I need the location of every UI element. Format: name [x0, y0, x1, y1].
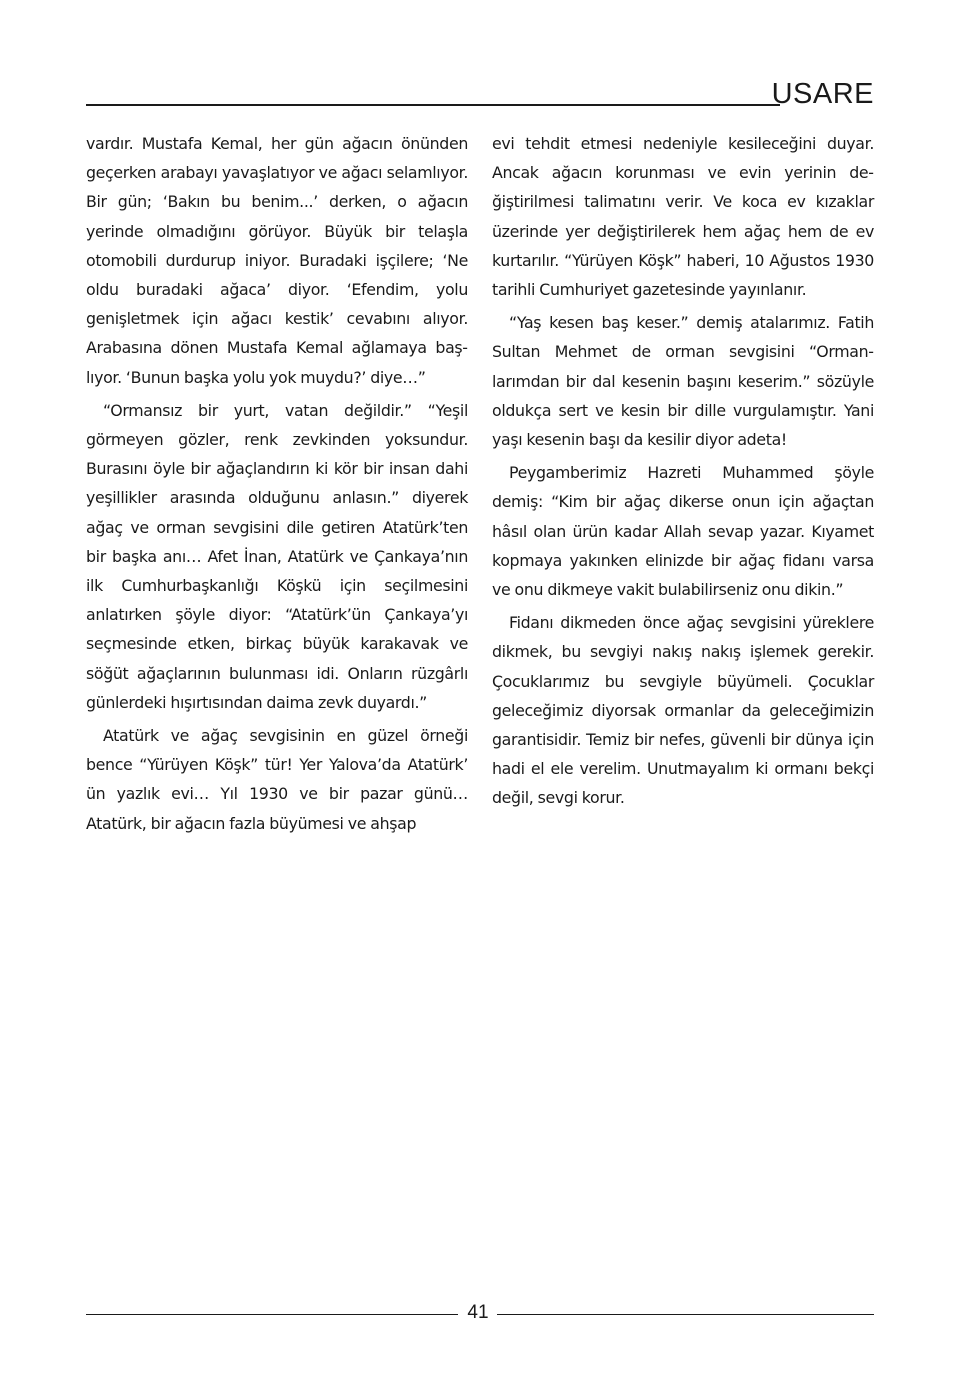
body-paragraph: Peygamberimiz Hazreti Muhammed şöyle demiş: “Kim bir ağaç dikerse onun için ağaçtan hâsıl olan ürün kadar Allah sevap yazar. Kıyamet kopmaya yakınken elinizde bir ağaç fidanı varsa ve onu dikmeye vakit bulabilirseniz onu dikin.” [492, 463, 874, 600]
page-number: 41 [467, 1302, 489, 1323]
body-paragraph: vardır. Mustafa Kemal, her gün ağacın önünden geçerken arabayı yavaşlatıyor ve ağacı selamlıyor. Bir gün; ‘Bakın bu benim...’ derken, o ağacın yerinde olmadığını görüyor. Büyük bir telaşla otomobili durdurup iniyor. Buradaki işçilere; ‘Ne oldu buradaki ağaca’ diyor. ‘Efendim, yolu genişletmek için ağacı kestik’ cevabını alıyor. Arabasına dönen Mustafa Kemal ağlamaya başlıyor. ‘Bunun başka yolu yok muydu?’ diye…” [86, 134, 468, 387]
footer-rule-left [86, 1314, 458, 1315]
header-rule [86, 104, 780, 106]
left-column [86, 129, 468, 842]
right-column [492, 129, 874, 817]
footer-rule-right [497, 1314, 874, 1315]
body-paragraph: Atatürk ve ağaç sevgisinin en güzel örneği bence “Yürüyen Köşk” tür! Yer Yalova’da Atatürk’ ün yazlık evi… Yıl 1930 ve bir pazar günü… Atatürk, bir ağacın fazla büyümesi ve ahşap [86, 726, 468, 833]
body-paragraph: “Ormansız bir yurt, vatan değildir.” “Yeşil görmeyen gözler, renk zevkinden yoksundur. Burasını öyle bir ağaçlandırın ki kör bir insan dahi yeşillikler arasında olduğunu anlasın.” diyerek ağaç ve orman sevgisini dile getiren Atatürk’ten bir başka anı… Afet İnan, Atatürk ve Çankaya’nın ilk Cumhurbaşkanlığı Köşkü için seçilmesini anlatırken şöyle diyor: “Atatürk’ün Çankaya’yı seçmesinde etken, birkaç büyük karakavak ve söğüt ağaçlarının bulunması idi. Onların rüzgârlı günlerdeki hışırtısından daima zevk duyardı.” [86, 400, 468, 712]
body-paragraph: “Yaş kesen baş keser.” demiş atalarımız. Fatih Sultan Mehmet de orman sevgisini “Ormanlarımdan bir dal kesenin başını keserim.” sözüyle oldukça sert ve kesin bir dille vurgulamıştır. Yani yaşı kesenin başı da kesilir diyor adeta! [492, 313, 874, 450]
body-paragraph: evi tehdit etmesi nedeniyle kesileceğini duyar. Ancak ağacın korunması ve evin yerinin değiştirilmesi talimatını verir. Ve koca ev kızaklar üzerinde yer değiştirilerek hem ağaç hem de ev kurtarılır. “Yürüyen Köşk” haberi, 10 Ağustos 1930 tarihli Cumhuriyet gazetesinde yayınlanır. [492, 134, 874, 300]
journal-title: USARE [771, 78, 874, 110]
body-paragraph: Fidanı dikmeden önce ağaç sevgisini yüreklere dikmek, bu sevgiyi nakış nakış işlemek gerekir. Çocuklarımız bu sevgiyle büyümeli. Çocuklar geleceğimiz diyorsak ormanlar da geleceğimizin garantisidir. Temiz bir nefes, güvenli bir dünya için hadi el ele verelim. Unutmayalım ki ormanı bekçi değil, sevgi korur. [492, 613, 874, 808]
